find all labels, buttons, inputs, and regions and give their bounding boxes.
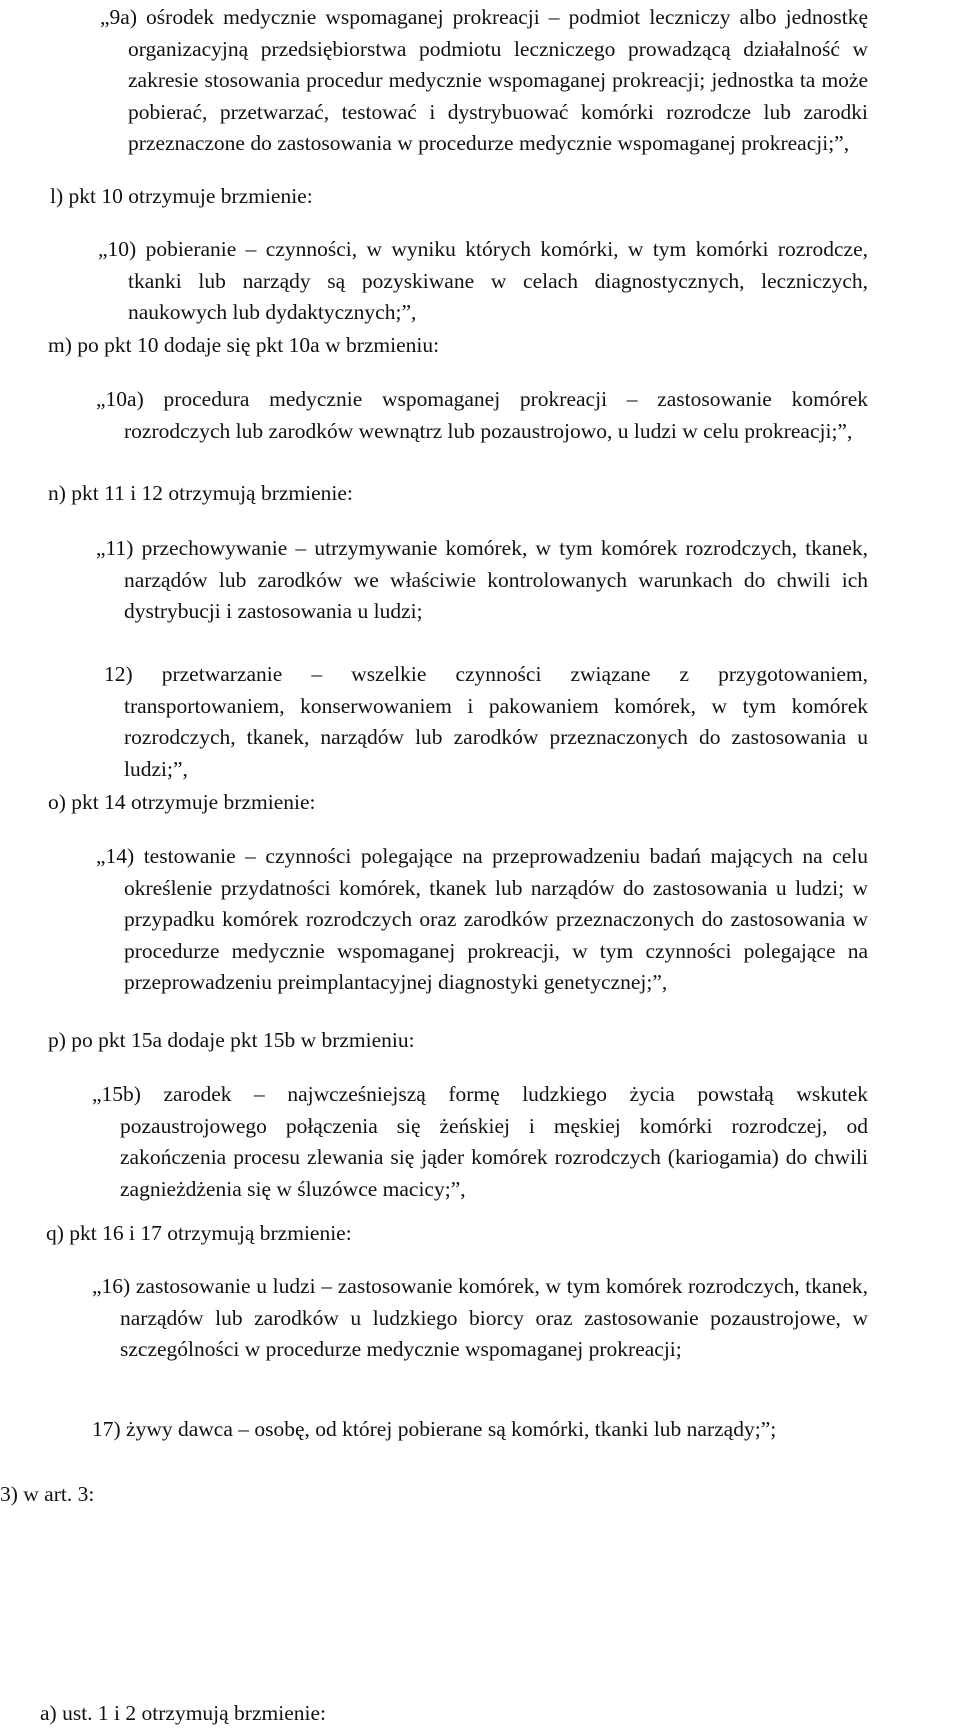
definition-9a: „9a) ośrodek medycznie wspomaganej prokreacji – podmiot leczniczy albo jednostkę organizacyjną przedsiębiorstwa podmiotu leczniczego prowadzącą działalność w zakresie stosowania procedur medycznie wspomaganej prokreacji; jednostka ta może pobierać, przetwarzać, testować i dystrybuować komórki rozrodcze lub zarodki przeznaczone do zastosowania w procedurze medycznie wspomaganej prokreacji;”, <box>100 5 868 155</box>
amendment-a-intro: a) ust. 1 i 2 otrzymują brzmienie: <box>40 1701 326 1725</box>
definition-10: „10) pobieranie – czynności, w wyniku których komórki, w tym komórki rozrodcze, tkanki lub narządy są pozyskiwane w celach diagnostycznych, leczniczych, naukowych lub dydaktycznych;”, <box>98 237 868 324</box>
amendment-m-intro: m) po pkt 10 dodaje się pkt 10a w brzmieniu: <box>48 333 440 357</box>
amendment-o-intro: o) pkt 14 otrzymuje brzmienie: <box>48 790 316 814</box>
definition-14: „14) testowanie – czynności polegające na przeprowadzeniu badań mających na celu określenie przydatności komórek, tkanek lub narządów do zastosowania u ludzi; w przypadku komórek rozrodczych oraz zarodków przeznaczonych do zastosowania w procedurze medycznie wspomaganej prokreacji, w tym czynności polegające na przeprowadzeniu preimplantacyjnej diagnostyki genetycznej;”, <box>96 844 868 994</box>
definition-16: „16) zastosowanie u ludzi – zastosowanie komórek, w tym komórek rozrodczych, tkanek, narządów lub zarodków u ludzkiego biorcy oraz zastosowanie pozaustrojowe, w szczególności w procedurze medycznie wspomaganej prokreacji; <box>92 1274 868 1361</box>
definition-15b: „15b) zarodek – najwcześniejszą formę ludzkiego życia powstałą wskutek pozaustrojowego połączenia się żeńskiej i męskiej komórki rozrodczej, od zakończenia procesu zlewania się jąder komórek rozrodczych (kariogamia) do chwili zagnieżdżenia się w śluzówce macicy;”, <box>92 1082 868 1201</box>
article-3-intro: 3) w art. 3: <box>0 1482 95 1506</box>
definition-11: „11) przechowywanie – utrzymywanie komórek, w tym komórek rozrodczych, tkanek, narządów lub zarodków we właściwie kontrolowanych warunkach do chwili ich dystrybucji i zastosowania u ludzi; <box>96 536 868 623</box>
amendment-q-intro: q) pkt 16 i 17 otrzymują brzmienie: <box>46 1221 352 1245</box>
amendment-p-intro: p) po pkt 15a dodaje pkt 15b w brzmieniu: <box>48 1028 415 1052</box>
definition-10a: „10a) procedura medycznie wspomaganej prokreacji – zastosowanie komórek rozrodczych lub zarodków wewnątrz lub pozaustrojowo, u ludzi w celu prokreacji;”, <box>96 387 868 443</box>
definition-17: 17) żywy dawca – osobę, od której pobierane są komórki, tkanki lub narządy;”; <box>92 1417 777 1441</box>
definition-12: 12) przetwarzanie – wszelkie czynności związane z przygotowaniem, transportowaniem, konserwowaniem i pakowaniem komórek, w tym komórek rozrodczych, tkanek, narządów lub zarodków przeznaczonych do zastosowania u ludzi;”, <box>104 662 868 781</box>
amendment-l-intro: l) pkt 10 otrzymuje brzmienie: <box>50 184 313 208</box>
amendment-n-intro: n) pkt 11 i 12 otrzymują brzmienie: <box>48 481 353 505</box>
